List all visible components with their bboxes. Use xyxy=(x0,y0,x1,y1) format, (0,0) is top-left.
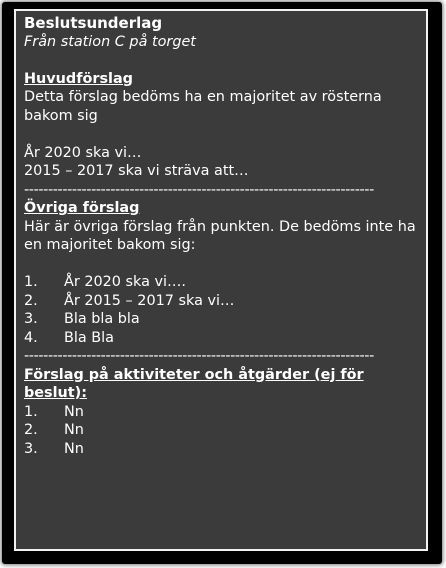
list-item-number: 2. xyxy=(24,422,38,438)
outer-frame xyxy=(2,2,442,564)
list-item-text: Nn xyxy=(64,403,84,420)
list-item-number: 1. xyxy=(24,274,38,290)
list-item-number: 2. xyxy=(24,292,38,309)
list-item xyxy=(24,310,420,329)
list-item-number: 1. xyxy=(24,403,38,420)
list-item-number: 3. xyxy=(24,311,38,327)
spacer xyxy=(24,255,420,274)
main-proposal-line: År 2020 ska vi… xyxy=(24,144,142,161)
list-item xyxy=(24,440,420,459)
other-proposals-heading: Övriga förslag xyxy=(24,200,140,216)
list-item-text: Nn xyxy=(64,422,84,438)
list-item-number: 4. xyxy=(24,329,38,346)
list-item xyxy=(24,329,420,348)
main-proposal-description: Detta förslag bedöms ha en majoritet av rösterna bakom sig xyxy=(24,89,382,124)
main-proposal-heading: Huvudförslag xyxy=(24,70,133,87)
panel-title: Beslutsunderlag xyxy=(24,14,163,32)
panel-content xyxy=(24,14,420,458)
activities-heading: Förslag på aktiviteter och åtgärder (ej för beslut): xyxy=(24,366,364,401)
divider: ------------------------------------------------------------------------- xyxy=(24,181,374,198)
spacer xyxy=(24,125,420,144)
list-item xyxy=(24,403,420,422)
list-item-text: Nn xyxy=(64,440,84,457)
list-item-text: Bla bla bla xyxy=(64,311,140,327)
panel-subtitle: Från station C på torget xyxy=(24,33,196,50)
list-item-text: År 2020 ska vi…. xyxy=(64,274,186,290)
list-item-text: År 2015 – 2017 ska vi… xyxy=(64,292,235,309)
list-item-text: Bla Bla xyxy=(64,329,114,346)
other-proposals-description: Här är övriga förslag från punkten. De bedöms inte ha en majoritet bakom sig: xyxy=(24,218,416,253)
spacer xyxy=(24,51,420,70)
list-item xyxy=(24,273,420,292)
divider: ------------------------------------------------------------------------- xyxy=(24,348,374,364)
list-item-number: 3. xyxy=(24,440,38,457)
decision-panel xyxy=(14,9,428,551)
main-proposal-line: 2015 – 2017 ska vi sträva att… xyxy=(24,163,249,179)
list-item xyxy=(24,421,420,440)
list-item xyxy=(24,292,420,311)
